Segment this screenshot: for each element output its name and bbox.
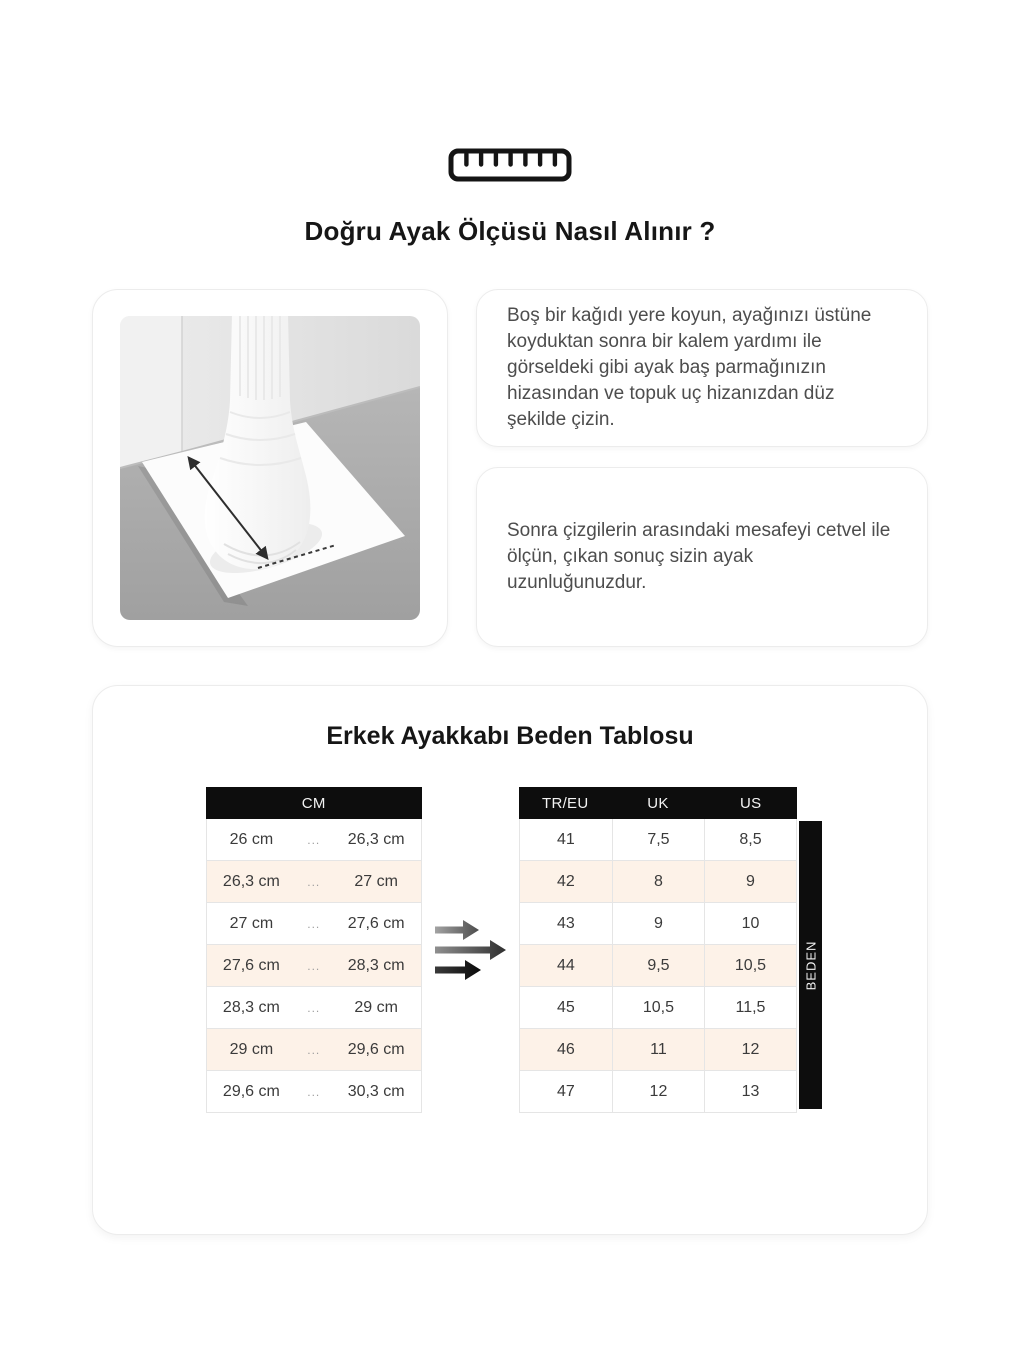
col-header-us: US: [739, 794, 762, 812]
range-separator: ...: [307, 1084, 321, 1099]
beden-side-label: [799, 821, 822, 1109]
range-separator: ...: [307, 1042, 321, 1057]
table-row: [519, 903, 797, 945]
cell-uk: 11: [612, 1029, 704, 1070]
cm-from: 26,3 cm: [222, 872, 280, 890]
cell-uk: 10,5: [612, 987, 704, 1028]
cm-table-body: [206, 819, 422, 1113]
foot-measurement-photo: [120, 316, 420, 620]
cell-treu: 47: [557, 1082, 575, 1100]
ruler-icon-wrap: [0, 0, 1020, 182]
size-table-header: [519, 787, 797, 819]
foot-photo-card: [92, 289, 448, 647]
cell-treu: 43: [557, 914, 575, 932]
cell-uk: 9: [612, 903, 704, 944]
col-header-uk: UK: [647, 794, 669, 812]
table-row: [206, 903, 422, 945]
transfer-arrows-icon: [435, 919, 506, 981]
size-tables-row: [93, 787, 927, 1113]
table-row: [519, 1029, 797, 1071]
cm-to: 27,6 cm: [347, 914, 405, 932]
howto-step-1: [476, 289, 928, 447]
cm-to: 26,3 cm: [347, 830, 405, 848]
wall-corner-panel: [120, 316, 182, 468]
cm-from: 27 cm: [229, 914, 274, 932]
range-separator: ...: [307, 1000, 321, 1015]
cell-uk: 7,5: [612, 819, 704, 860]
cell-us: 8,5: [704, 819, 796, 860]
cell-uk: 8: [612, 861, 704, 902]
conversion-arrows-zone: [422, 787, 519, 1113]
howto-text-column: [476, 289, 928, 647]
cm-to: 29 cm: [354, 998, 398, 1016]
cm-table: [206, 787, 422, 1113]
table-row: [519, 819, 797, 861]
howto-step-2-text: Sonra çizgilerin arasındaki mesafeyi cetvel ile ölçün, çıkan sonuç sizin ayak uzunluğunuzdur.: [507, 520, 891, 593]
col-header-treu: TR/EU: [541, 794, 589, 812]
ruler-icon: [448, 148, 572, 182]
table-row: [206, 819, 422, 861]
cell-treu: 45: [557, 998, 575, 1016]
cm-from: 29 cm: [229, 1040, 274, 1058]
cm-from: 29,6 cm: [222, 1082, 280, 1100]
page-title: Doğru Ayak Ölçüsü Nasıl Alınır ?: [304, 216, 716, 246]
cell-uk: 12: [612, 1071, 704, 1112]
howto-step-1-text: Boş bir kağıdı yere koyun, ayağınızı üstüne koyduktan sonra bir kalem yardımı ile görseldeki gibi ayak baş parmağınızın hizasından ve topuk uç hizanızdan düz şekilde çizin.: [507, 305, 872, 430]
table-row: [519, 987, 797, 1029]
cm-from: 26 cm: [229, 830, 274, 848]
size-section-title: Erkek Ayakkabı Beden Tablosu: [326, 722, 694, 750]
howto-step-2: [476, 467, 928, 647]
cm-from: 28,3 cm: [222, 998, 280, 1016]
table-row: [519, 861, 797, 903]
range-separator: ...: [307, 916, 321, 931]
cell-uk: 9,5: [612, 945, 704, 986]
cm-to: 27 cm: [354, 872, 398, 890]
cm-to: 29,6 cm: [347, 1040, 405, 1058]
cell-treu: 46: [557, 1040, 575, 1058]
howto-section: [92, 289, 928, 647]
cell-treu: 41: [557, 830, 575, 848]
size-table: [519, 787, 797, 1113]
range-separator: ...: [307, 958, 321, 973]
size-table-body: [519, 819, 797, 1113]
cell-us: 13: [704, 1071, 796, 1112]
table-row: [206, 1029, 422, 1071]
cell-us: 9: [704, 861, 796, 902]
cell-us: 11,5: [704, 987, 796, 1028]
table-row: [206, 987, 422, 1029]
range-separator: ...: [307, 874, 321, 889]
cell-treu: 44: [557, 956, 575, 974]
cell-us: 10,5: [704, 945, 796, 986]
cell-us: 12: [704, 1029, 796, 1070]
cell-us: 10: [704, 903, 796, 944]
foot-on-paper-illustration: [120, 316, 420, 620]
cm-to: 30,3 cm: [347, 1082, 405, 1100]
table-row: [206, 1071, 422, 1113]
table-row: [519, 1071, 797, 1113]
table-row: [206, 945, 422, 987]
range-separator: ...: [307, 832, 321, 847]
table-row: [206, 861, 422, 903]
table-row: [519, 945, 797, 987]
cm-to: 28,3 cm: [347, 956, 405, 974]
cell-treu: 42: [557, 872, 575, 890]
cm-table-header: CM: [206, 787, 422, 819]
beden-label-text: BEDEN: [803, 940, 819, 990]
size-table-section: [92, 685, 928, 1235]
cm-from: 27,6 cm: [222, 956, 280, 974]
